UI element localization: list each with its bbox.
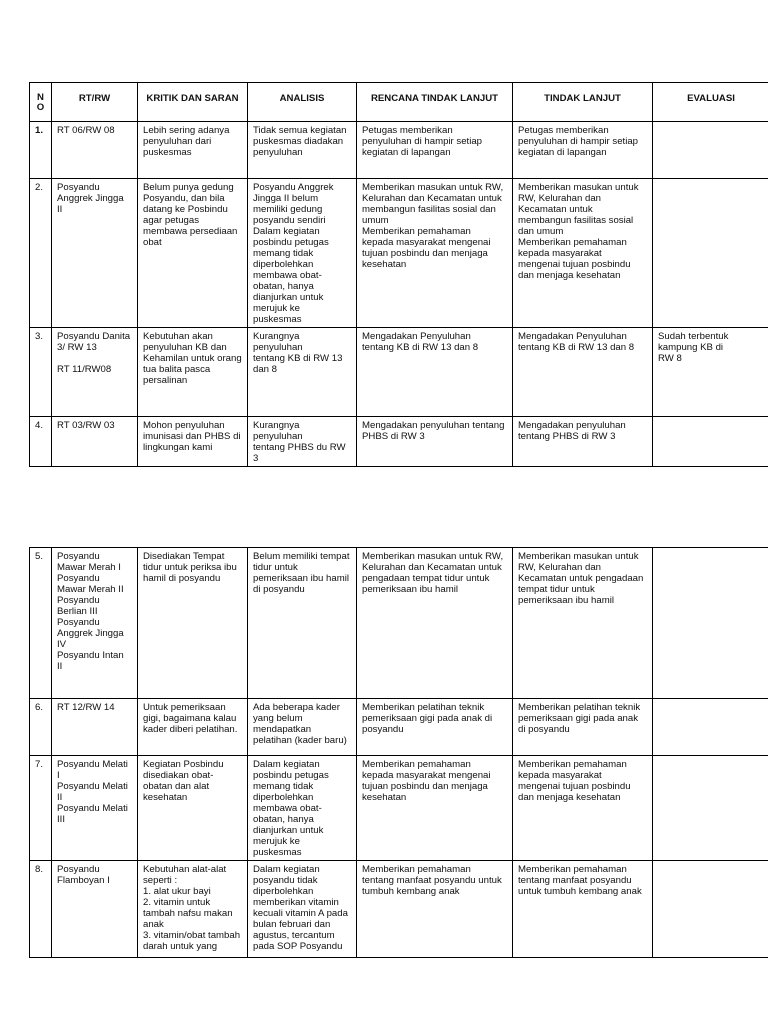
- cell-evaluasi: [653, 756, 768, 861]
- cell-rencana: Mengadakan penyuluhan tentang PHBS di RW 3: [357, 417, 513, 467]
- cell-no: 8.: [30, 861, 52, 958]
- cell-rt-rw: Posyandu Danita 3/ RW 13 RT 11/RW08: [52, 328, 138, 417]
- cell-no: 5.: [30, 548, 52, 699]
- header-rt-rw: RT/RW: [52, 83, 138, 122]
- cell-kritik-saran: Lebih sering adanya penyuluhan dari puskesmas: [138, 122, 248, 179]
- cell-rencana: Memberikan masukan untuk RW, Kelurahan dan Kecamatan untuk pengadaan tempat tidur untuk pemeriksaan ibu hamil: [357, 548, 513, 699]
- table-row: [30, 417, 768, 467]
- header-no: N O: [30, 83, 52, 122]
- cell-rt-rw: RT 03/RW 03: [52, 417, 138, 467]
- table-row: [30, 699, 768, 756]
- cell-kritik-saran: Kebutuhan alat-alat seperti : 1. alat ukur bayi 2. vitamin untuk tambah nafsu makan anak 3. vitamin/obat tambah darah untuk yang: [138, 861, 248, 958]
- cell-tindak-lanjut: Memberikan pelatihan teknik pemeriksaan gigi pada anak di posyandu: [513, 699, 653, 756]
- header-tindak-lanjut: TINDAK LANJUT: [513, 83, 653, 122]
- cell-tindak-lanjut: Petugas memberikan penyuluhan di hampir setiap kegiatan di lapangan: [513, 122, 653, 179]
- header-kritik-saran: KRITIK DAN SARAN: [138, 83, 248, 122]
- cell-evaluasi: [653, 417, 768, 467]
- cell-analisis: Kurangnya penyuluhan tentang KB di RW 13 dan 8: [248, 328, 357, 417]
- cell-tindak-lanjut: Mengadakan Penyuluhan tentang KB di RW 13 dan 8: [513, 328, 653, 417]
- cell-analisis: Posyandu Anggrek Jingga II belum memiliki gedung posyandu sendiri Dalam kegiatan posbindu petugas memang tidak diperbolehkan membawa obat- obatan, hanya dianjurkan untuk merujuk ke puskesmas: [248, 179, 357, 328]
- table-row: [30, 328, 768, 417]
- cell-no: 1.: [30, 122, 52, 179]
- cell-rt-rw: Posyandu Anggrek Jingga II: [52, 179, 138, 328]
- cell-analisis: Dalam kegiatan posyandu tidak diperbolehkan memberikan vitamin kecuali vitamin A pada bulan februari dan agustus, tercantum pada SOP Posyandu: [248, 861, 357, 958]
- cell-rt-rw: RT 06/RW 08: [52, 122, 138, 179]
- cell-evaluasi: [653, 861, 768, 958]
- cell-evaluasi: [653, 122, 768, 179]
- cell-rencana: Memberikan pemahaman kepada masyarakat mengenai tujuan posbindu dan menjaga kesehatan: [357, 756, 513, 861]
- header-evaluasi: EVALUASI: [653, 83, 768, 122]
- cell-tindak-lanjut: Memberikan masukan untuk RW, Kelurahan dan Kecamatan untuk membangun fasilitas sosial dan umum Memberikan pemahaman kepada masyarakat mengenai tujuan posbindu dan menjaga kesehatan: [513, 179, 653, 328]
- cell-no: 6.: [30, 699, 52, 756]
- cell-rt-rw: Posyandu Mawar Merah I Posyandu Mawar Merah II Posyandu Berlian III Posyandu Anggrek Jingga IV Posyandu Intan II: [52, 548, 138, 699]
- cell-kritik-saran: Kebutuhan akan penyuluhan KB dan Kehamilan untuk orang tua balita pasca persalinan: [138, 328, 248, 417]
- evaluation-table-2: [29, 547, 768, 958]
- cell-analisis: Ada beberapa kader yang belum mendapatkan pelatihan (kader baru): [248, 699, 357, 756]
- cell-evaluasi: [653, 699, 768, 756]
- cell-no: 4.: [30, 417, 52, 467]
- cell-rt-rw: RT 12/RW 14: [52, 699, 138, 756]
- cell-tindak-lanjut: Memberikan pemahaman tentang manfaat posyandu untuk tumbuh kembang anak: [513, 861, 653, 958]
- cell-no: 7.: [30, 756, 52, 861]
- table-row: [30, 548, 768, 699]
- cell-no: 2.: [30, 179, 52, 328]
- cell-kritik-saran: Kegiatan Posbindu disediakan obat- obatan dan alat kesehatan: [138, 756, 248, 861]
- evaluation-table-1: [29, 82, 768, 467]
- cell-evaluasi: Sudah terbentuk kampung KB di RW 8: [653, 328, 768, 417]
- cell-kritik-saran: Belum punya gedung Posyandu, dan bila datang ke Posbindu agar petugas membawa persediaan obat: [138, 179, 248, 328]
- cell-rt-rw: Posyandu Flamboyan I: [52, 861, 138, 958]
- cell-no: 3.: [30, 328, 52, 417]
- table-row: [30, 861, 768, 958]
- cell-rencana: Mengadakan Penyuluhan tentang KB di RW 13 dan 8: [357, 328, 513, 417]
- cell-tindak-lanjut: Memberikan masukan untuk RW, Kelurahan dan Kecamatan untuk pengadaan tempat tidur untuk pemeriksaan ibu hamil: [513, 548, 653, 699]
- cell-rencana: Memberikan pemahaman tentang manfaat posyandu untuk tumbuh kembang anak: [357, 861, 513, 958]
- table-header-row: [30, 83, 768, 122]
- header-rencana-tindak-lanjut: RENCANA TINDAK LANJUT: [357, 83, 513, 122]
- cell-rencana: Petugas memberikan penyuluhan di hampir setiap kegiatan di lapangan: [357, 122, 513, 179]
- cell-kritik-saran: Mohon penyuluhan imunisasi dan PHBS di lingkungan kami: [138, 417, 248, 467]
- cell-rencana: Memberikan pelatihan teknik pemeriksaan gigi pada anak di posyandu: [357, 699, 513, 756]
- cell-analisis: Tidak semua kegiatan puskesmas diadakan penyuluhan: [248, 122, 357, 179]
- cell-kritik-saran: Untuk pemeriksaan gigi, bagaimana kalau kader diberi pelatihan.: [138, 699, 248, 756]
- cell-rt-rw: Posyandu Melati I Posyandu Melati II Posyandu Melati III: [52, 756, 138, 861]
- cell-rencana: Memberikan masukan untuk RW, Kelurahan dan Kecamatan untuk membangun fasilitas sosial dan umum Memberikan pemahaman kepada masyarakat mengenai tujuan posbindu dan menjaga kesehatan: [357, 179, 513, 328]
- cell-analisis: Kurangnya penyuluhan tentang PHBS du RW 3: [248, 417, 357, 467]
- cell-tindak-lanjut: Mengadakan penyuluhan tentang PHBS di RW 3: [513, 417, 653, 467]
- cell-kritik-saran: Disediakan Tempat tidur untuk periksa ibu hamil di posyandu: [138, 548, 248, 699]
- cell-analisis: Dalam kegiatan posbindu petugas memang tidak diperbolehkan membawa obat- obatan, hanya dianjurkan untuk merujuk ke puskesmas: [248, 756, 357, 861]
- header-analisis: ANALISIS: [248, 83, 357, 122]
- table-row: [30, 179, 768, 328]
- cell-evaluasi: [653, 179, 768, 328]
- table-row: [30, 122, 768, 179]
- cell-analisis: Belum memiliki tempat tidur untuk pemeriksaan ibu hamil di posyandu: [248, 548, 357, 699]
- cell-tindak-lanjut: Memberikan pemahaman kepada masyarakat mengenai tujuan posbindu dan menjaga kesehatan: [513, 756, 653, 861]
- table-row: [30, 756, 768, 861]
- cell-evaluasi: [653, 548, 768, 699]
